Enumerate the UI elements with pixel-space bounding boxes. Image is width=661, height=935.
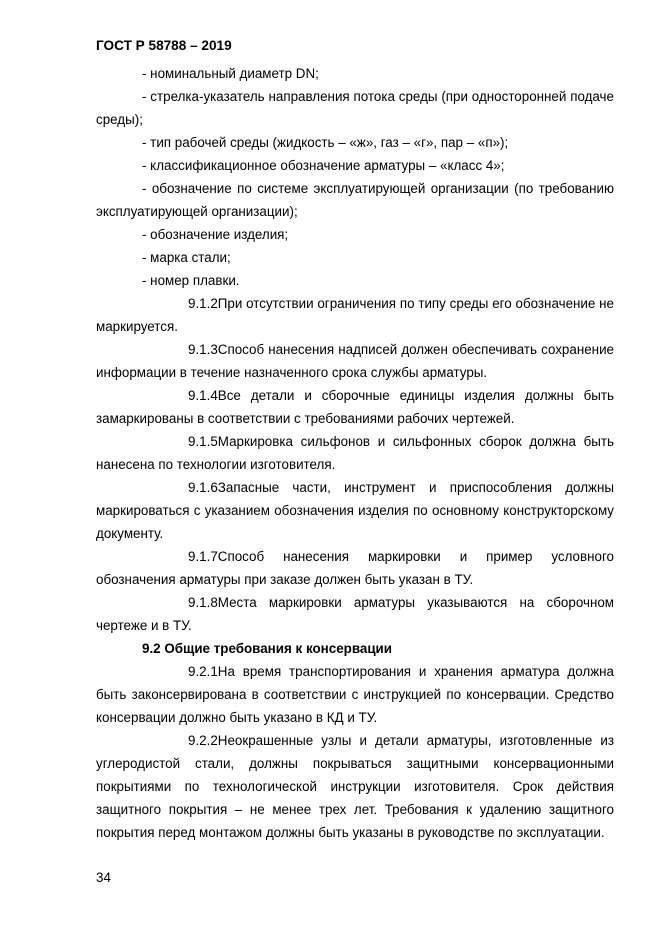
document-header: ГОСТ Р 58788 – 2019 xyxy=(96,38,232,53)
list-item: - номинальный диаметр DN; xyxy=(142,66,319,81)
clause-9-2-2 xyxy=(96,729,614,844)
clause-text: На время транспортирования и хранения арматура должна быть законсервирована в соответствии с инструкцией по консервации. Средство консервации должно быть указано в КД и ТУ. xyxy=(96,664,614,725)
page-number: 34 xyxy=(96,870,111,885)
list-item: - тип рабочей среды (жидкость – «ж», газ – «г», пар – «п»); xyxy=(142,135,509,150)
clause-9-1-2 xyxy=(96,292,614,338)
clause-9-1-5 xyxy=(96,430,614,476)
clause-number: 9.1.7 xyxy=(188,549,218,564)
clause-text: Маркировка сильфонов и сильфонных сборок должна быть нанесена по технологии изготовителя. xyxy=(96,434,614,472)
list-item: - классификационное обозначение арматуры – «класс 4»; xyxy=(142,158,505,173)
section-heading: 9.2 Общие требования к консервации xyxy=(142,641,393,656)
list-item: - обозначение изделия; xyxy=(142,227,289,242)
clause-9-1-4 xyxy=(96,384,614,430)
clause-number: 9.2.2 xyxy=(188,733,218,748)
clause-text: Способ нанесения надписей должен обеспечивать сохранение информации в течение назначенного срока службы арматуры. xyxy=(96,342,614,380)
clause-text: Все детали и сборочные единицы изделия должны быть замаркированы в соответствии с требованиями рабочих чертежей. xyxy=(96,388,614,426)
clause-9-1-3 xyxy=(96,338,614,384)
clause-text: Запасные части, инструмент и приспособления должны маркироваться с указанием обозначения изделия по основному конструкторскому документу. xyxy=(96,480,614,541)
clause-text: Способ нанесения маркировки и пример условного обозначения арматуры при заказе должен быть указан в ТУ. xyxy=(96,549,614,587)
clause-9-1-6 xyxy=(96,476,614,545)
list-item: - стрелка-указатель направления потока среды (при односторонней подаче среды); xyxy=(96,89,614,127)
clause-text: Места маркировки арматуры указываются на сборочном чертеже и в ТУ. xyxy=(96,595,614,633)
clause-9-2-1 xyxy=(96,660,614,729)
clause-number: 9.1.3 xyxy=(188,342,218,357)
clause-text: При отсутствии ограничения по типу среды его обозначение не маркируется. xyxy=(96,296,614,334)
clause-text: Неокрашенные узлы и детали арматуры, изготовленные из углеродистой стали, должны покрываться защитными консервационными покрытиями по технологической инструкции изготовителя. Срок действия защитного покрытия – не менее трех лет. Требования к удалению защитного покрытия перед монтажом должны быть указаны в руководстве по эксплуатации. xyxy=(96,733,614,840)
list-item: - номер плавки. xyxy=(142,273,240,288)
page-content xyxy=(96,62,614,844)
clause-number: 9.1.8 xyxy=(188,595,218,610)
list-item: - обозначение по системе эксплуатирующей организации (по требованию эксплуатирующей организации); xyxy=(96,181,614,219)
clause-number: 9.1.6 xyxy=(188,480,218,495)
list-item: - марка стали; xyxy=(142,250,231,265)
clause-9-1-7 xyxy=(96,545,614,591)
clause-number: 9.1.5 xyxy=(188,434,218,449)
clause-number: 9.2.1 xyxy=(188,664,218,679)
clause-number: 9.1.4 xyxy=(188,388,218,403)
clause-number: 9.1.2 xyxy=(188,296,218,311)
clause-9-1-8 xyxy=(96,591,614,637)
